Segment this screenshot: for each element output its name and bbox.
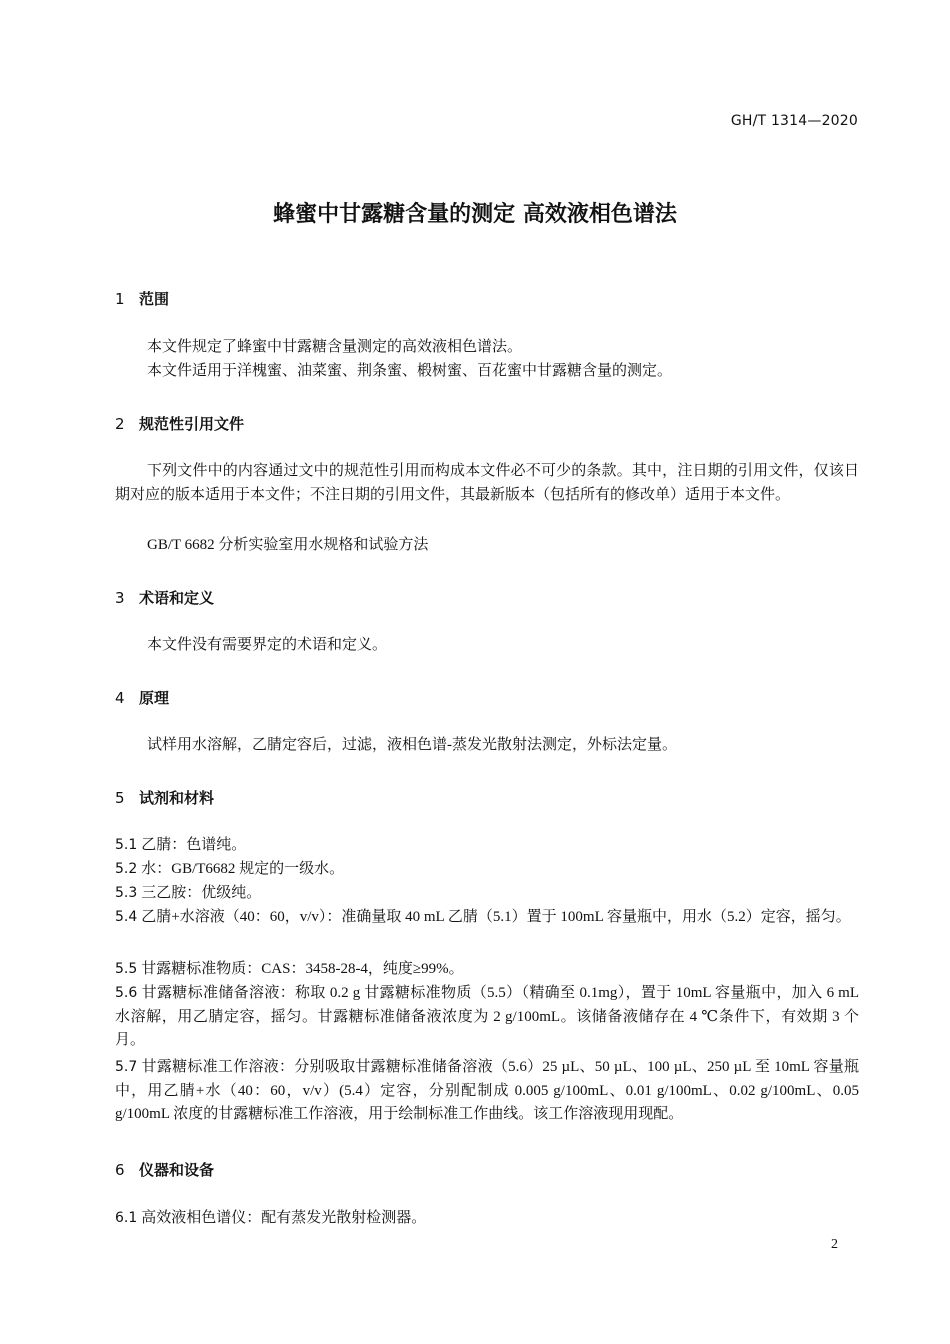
section-4-paragraph-1: 试样用水溶解，乙腈定容后，过滤，液相色谱-蒸发光散射法测定，外标法定量。	[147, 737, 677, 753]
section-3-heading	[115, 587, 214, 608]
clause-5-1	[115, 834, 859, 858]
section-title: 规范性引用文件	[139, 415, 245, 433]
clause-number: 5.7	[115, 1059, 138, 1075]
clause-5-4	[115, 906, 859, 930]
section-title: 仪器和设备	[139, 1161, 215, 1179]
section-number: 5	[115, 789, 125, 807]
clause-text: 水：GB/T6682 规定的一级水。	[141, 861, 345, 877]
clause-number: 5.1	[115, 837, 138, 853]
clause-5-5	[115, 958, 859, 982]
clause-text: 高效液相色谱仪：配有蒸发光散射检测器。	[141, 1210, 427, 1226]
section-number: 2	[115, 415, 125, 433]
clause-text: 甘露糖标准工作溶液：分别吸取甘露糖标准储备溶液（5.6）25 µL、50 µL、100 µL、250 µL 至 10mL 容量瓶中，用乙腈+水（40：60，v/v）(5.4）定容，分别配制成 0.005 g/100mL、0.01 g/100mL、0.02 g/100mL、0.05 g/100mL 浓度的甘露糖标准工作溶液，用于绘制标准工作曲线。该工作溶液现用现配。	[115, 1059, 859, 1122]
clause-5-3	[115, 882, 859, 906]
clause-text: 甘露糖标准物质：CAS：3458-28-4，纯度≥99%。	[141, 961, 464, 977]
section-title: 试剂和材料	[139, 789, 215, 807]
clause-text: 乙腈：色谱纯。	[141, 837, 247, 853]
document-title: 蜂蜜中甘露糖含量的测定 高效液相色谱法	[273, 202, 677, 227]
section-number: 3	[115, 589, 125, 607]
clause-text: 甘露糖标准储备溶液：称取 0.2 g 甘露糖标准物质（5.5）（精确至 0.1mg），置于 10mL 容量瓶中，加入 6 mL 水溶解，用乙腈定容，摇匀。甘露糖标准储备液浓度为 2 g/100mL。该储备液储存在 4 ℃条件下，有效期 3 个月。	[115, 985, 859, 1048]
clause-number: 5.6	[115, 985, 138, 1001]
section-title: 范围	[139, 290, 170, 308]
section-number: 4	[115, 689, 125, 707]
document-code: GH/T 1314—2020	[730, 113, 858, 129]
section-2-paragraph-1: 下列文件中的内容通过文中的规范性引用而构成本文件必不可少的条款。其中，注日期的引用文件，仅该日期对应的版本适用于本文件；不注日期的引用文件，其最新版本（包括所有的修改单）适用于本文件。	[115, 463, 859, 503]
clause-number: 5.5	[115, 961, 138, 977]
section-title: 原理	[139, 689, 170, 707]
clause-6-1	[115, 1207, 859, 1231]
section-5-heading	[115, 787, 214, 808]
clause-text: 三乙胺：优级纯。	[141, 885, 262, 901]
clause-5-7	[115, 1056, 859, 1127]
section-2-reference: GB/T 6682 分析实验室用水规格和试验方法	[147, 537, 429, 553]
section-number: 1	[115, 290, 125, 308]
section-3-paragraph-1: 本文件没有需要界定的术语和定义。	[147, 637, 388, 653]
page-number: 2	[831, 1237, 838, 1252]
section-4-heading	[115, 687, 169, 708]
section-1-paragraph-1: 本文件规定了蜂蜜中甘露糖含量测定的高效液相色谱法。	[147, 339, 523, 355]
clause-number: 5.2	[115, 861, 138, 877]
section-1-heading	[115, 288, 169, 309]
section-6-heading	[115, 1159, 214, 1180]
section-title: 术语和定义	[139, 589, 215, 607]
clause-5-6	[115, 982, 859, 1053]
clause-number: 5.4	[115, 909, 138, 925]
section-2-heading	[115, 413, 244, 434]
clause-number: 6.1	[115, 1210, 138, 1226]
section-1-paragraph-2: 本文件适用于洋槐蜜、油菜蜜、荆条蜜、椴树蜜、百花蜜中甘露糖含量的测定。	[147, 363, 673, 379]
clause-text: 乙腈+水溶液（40：60，v/v）：准确量取 40 mL 乙腈（5.1）置于 100mL 容量瓶中，用水（5.2）定容，摇匀。	[141, 909, 851, 925]
section-number: 6	[115, 1161, 125, 1179]
clause-5-2	[115, 858, 859, 882]
clause-number: 5.3	[115, 885, 138, 901]
